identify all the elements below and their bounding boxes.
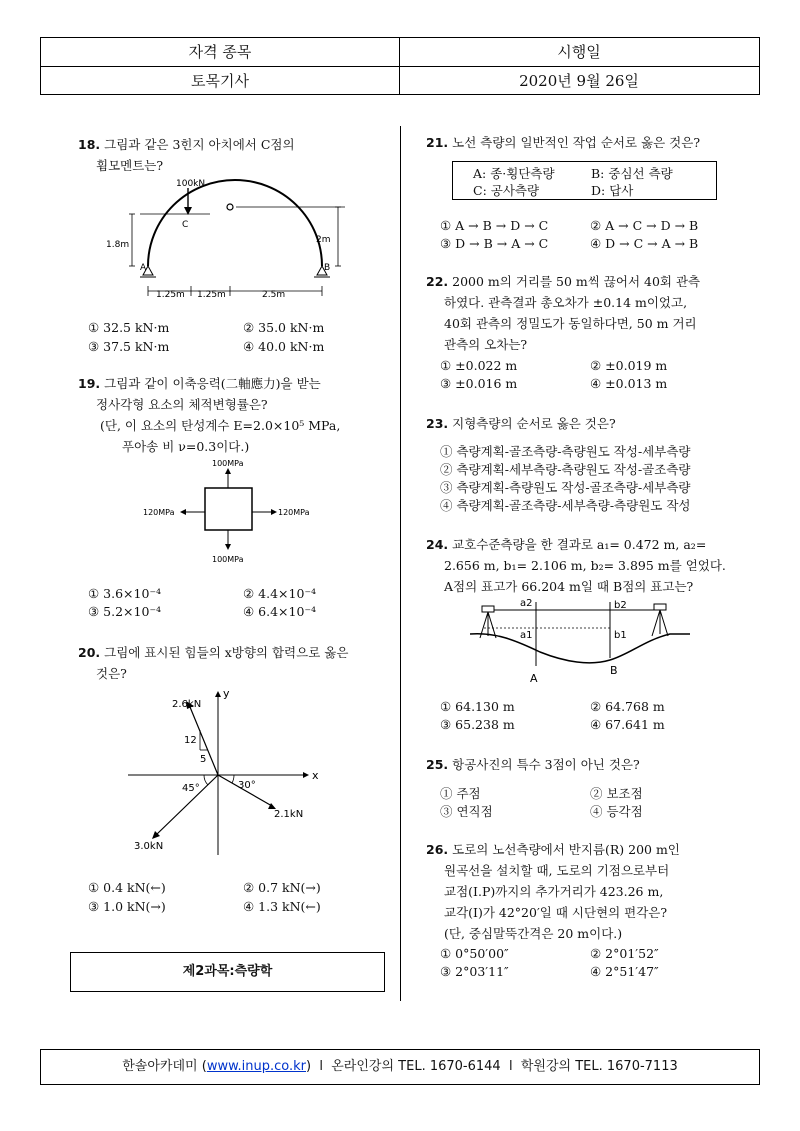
option-1[interactable]: ① 0.4 kN(←): [88, 880, 166, 895]
question-18: [78, 134, 295, 176]
level-instrument-left: [482, 606, 494, 612]
label-ratio-5: 5: [200, 754, 207, 765]
option-2[interactable]: ② 0.7 kN(→): [243, 880, 321, 895]
question-20: [78, 642, 348, 684]
option-2[interactable]: ② 측량계획-세부측량-측량원도 작성-골조측량: [440, 462, 691, 477]
ground-profile: [470, 634, 690, 663]
label-h1: 1.8m: [106, 240, 130, 250]
question-text: 도로의 노선측량에서 반지름(R) 200 m인: [452, 842, 680, 857]
label-point-a: A: [530, 672, 538, 684]
footer-separator: l: [319, 1059, 323, 1074]
option-3[interactable]: ③ 측량계획-측량원도 작성-골조측량-세부측량: [440, 480, 691, 495]
question-text: 교호수준측량을 한 결과로 a₁= 0.472 m, a₂=: [452, 537, 707, 552]
label-y: y: [223, 687, 230, 700]
option-3[interactable]: ③ 연직점: [440, 804, 493, 819]
steps-box: [452, 161, 717, 200]
question-text: 교점(I.P)까지의 추가거리가 423.26 m,: [444, 884, 664, 899]
label-b2: b2: [614, 600, 627, 611]
force-diagram-figure: [120, 685, 330, 855]
header-subject-value: 토목기사: [191, 72, 249, 90]
option-4[interactable]: ④ 등각점: [590, 804, 643, 819]
header-date-label: 시행일: [557, 43, 601, 61]
question-21: [426, 132, 700, 153]
label-left-stress: 120MPa: [143, 508, 175, 517]
option-1[interactable]: ① 32.5 kN·m: [88, 320, 170, 335]
option-2[interactable]: ② 보조점: [590, 786, 643, 801]
section-title: 제2과목:측량학: [182, 964, 273, 979]
question-text: 40회 관측의 정밀도가 동일하다면, 50 m 거리: [444, 316, 697, 331]
question-22: [426, 271, 700, 355]
option-2[interactable]: ② 2°01′52″: [590, 946, 659, 961]
question-text: (단, 이 요소의 탄성계수 E=2.0×10⁵ MPa,: [100, 418, 341, 433]
option-4[interactable]: ④ 1.3 kN(←): [243, 899, 321, 914]
footer: 한솔아카데미 (www.inup.co.kr) l 온라인강의 TEL. 1670-6144 l 학원강의 TEL. 1670-7113: [40, 1049, 760, 1085]
option-3[interactable]: ③ 65.238 m: [440, 717, 515, 732]
question-text: 그림에 표시된 힘들의 x방향의 합력으로 옳은: [104, 645, 349, 660]
label-x: x: [312, 769, 319, 782]
question-text: 푸아송 비 ν=0.3이다.): [122, 439, 250, 454]
question-text: 2.656 m, b₁= 2.106 m, b₂= 3.895 m를 얻었다.: [444, 558, 726, 573]
option-2[interactable]: ② ±0.019 m: [590, 358, 668, 373]
option-1[interactable]: ① 3.6×10⁻⁴: [88, 586, 162, 601]
question-19: [78, 373, 340, 457]
question-number: 24.: [426, 537, 449, 552]
question-text: 관측의 오차는?: [444, 337, 528, 352]
option-1[interactable]: ① 측량계획-골조측량-측량원도 작성-세부측량: [440, 444, 691, 459]
label-point-b: B: [610, 664, 618, 677]
option-2[interactable]: ② 64.768 m: [590, 699, 665, 714]
option-1[interactable]: ① 0°50′00″: [440, 946, 509, 961]
question-number: 26.: [426, 842, 449, 857]
box-item: B: 중심선 측량: [591, 166, 673, 181]
header-table: [40, 37, 760, 95]
header-date-value: 2020년 9월 26일: [519, 72, 639, 90]
box-item: C: 공사측량: [473, 183, 540, 198]
label-d2: 1.25m: [197, 290, 226, 300]
biaxial-stress-figure: [140, 460, 320, 568]
level-instrument-right: [654, 604, 666, 610]
question-number: 21.: [426, 135, 449, 150]
question-text: 2000 m의 거리를 50 m씩 끊어서 40회 관측: [452, 274, 701, 289]
label-f3: 3.0kN: [134, 841, 164, 852]
option-3[interactable]: ③ 1.0 kN(→): [88, 899, 166, 914]
option-1[interactable]: ① 주점: [440, 786, 481, 801]
footer-separator: l: [508, 1059, 513, 1074]
label-top-stress: 100MPa: [212, 460, 244, 468]
question-number: 22.: [426, 274, 449, 289]
header-subject-label: 자격 종목: [188, 43, 252, 61]
question-text: 원곡선을 설치할 때, 도로의 기점으로부터: [444, 863, 670, 878]
option-3[interactable]: ③ D → B → A → C: [440, 236, 549, 251]
question-25: [426, 754, 640, 775]
question-text: 것은?: [96, 666, 127, 681]
label-f2: 2.1kN: [274, 809, 304, 820]
label-f1: 2.6kN: [172, 699, 202, 710]
label-d3: 2.5m: [262, 290, 286, 300]
question-text: 노선 측량의 일반적인 작업 순서로 옳은 것은?: [452, 135, 701, 150]
option-4[interactable]: ④ 2°51′47″: [590, 964, 659, 979]
arch-curve: [148, 180, 322, 266]
option-3[interactable]: ③ ±0.016 m: [440, 376, 518, 391]
label-h2: 2m: [316, 235, 331, 245]
option-1[interactable]: ① A → B → D → C: [440, 218, 549, 233]
label-a: A: [140, 263, 147, 273]
question-text: 교각(I)가 42°20′일 때 시단현의 편각은?: [444, 905, 668, 920]
question-text: 정사각형 요소의 체적변형률은?: [96, 397, 268, 412]
label-angle-30: 30°: [238, 780, 256, 791]
option-3[interactable]: ③ 5.2×10⁻⁴: [88, 604, 162, 619]
column-separator: [400, 126, 401, 1001]
box-item: A: 종·횡단측량: [473, 166, 555, 181]
question-23: [426, 413, 616, 434]
question-number: 20.: [78, 645, 101, 660]
question-number: 25.: [426, 757, 449, 772]
question-number: 19.: [78, 376, 101, 391]
label-b: B: [324, 263, 331, 273]
option-4[interactable]: ④ 6.4×10⁻⁴: [243, 604, 317, 619]
three-hinge-arch-figure: [100, 176, 350, 304]
footer-offline-phone: 학원강의 TEL. 1670-7113: [520, 1059, 678, 1074]
question-number: 18.: [78, 137, 101, 152]
square-element: [205, 488, 252, 530]
option-3[interactable]: ③ 37.5 kN·m: [88, 339, 170, 354]
option-2[interactable]: ② 4.4×10⁻⁴: [243, 586, 317, 601]
label-right-stress: 120MPa: [278, 508, 310, 517]
label-b1: b1: [614, 630, 627, 641]
box-item: D: 답사: [591, 183, 634, 198]
option-4[interactable]: ④ ±0.013 m: [590, 376, 668, 391]
option-4[interactable]: ④ 측량계획-골조측량-세부측량-측량원도 작성: [440, 498, 691, 513]
question-text: A점의 표고가 66.204 m일 때 B점의 표고는?: [444, 579, 694, 594]
label-angle-45: 45°: [182, 783, 200, 794]
option-1[interactable]: ① ±0.022 m: [440, 358, 518, 373]
question-text: 휨모멘트는?: [96, 158, 164, 173]
option-2[interactable]: ② A → C → D → B: [590, 218, 699, 233]
option-4[interactable]: ④ D → C → A → B: [590, 236, 699, 251]
label-a2: a2: [520, 598, 533, 609]
option-2[interactable]: ② 35.0 kN·m: [243, 320, 325, 335]
footer-url-link[interactable]: www.inup.co.kr: [206, 1059, 307, 1074]
question-text: 항공사진의 특수 3점이 아닌 것은?: [452, 757, 640, 772]
label-a1: a1: [520, 630, 533, 641]
option-1[interactable]: ① 64.130 m: [440, 699, 515, 714]
question-text: 그림과 같은 3힌지 아치에서 C점의: [104, 137, 295, 152]
crown-hinge: [227, 204, 233, 210]
label-load: 100kN: [176, 179, 206, 189]
question-24: [426, 534, 726, 597]
footer-online-phone: 온라인강의 TEL. 1670-6144: [331, 1059, 501, 1074]
question-26: [426, 839, 680, 944]
label-ratio-12: 12: [184, 735, 197, 746]
header-divider-h: [41, 66, 759, 67]
option-4[interactable]: ④ 40.0 kN·m: [243, 339, 325, 354]
option-4[interactable]: ④ 67.641 m: [590, 717, 665, 732]
section-title-box: [70, 952, 385, 992]
question-text: 하였다. 관측결과 총오차가 ±0.14 m이었고,: [444, 295, 688, 310]
question-number: 23.: [426, 416, 449, 431]
question-text: 그림과 같이 이축응력(二軸應力)을 받는: [104, 376, 321, 391]
label-c: C: [182, 220, 189, 230]
question-text: (단, 중심말뚝간격은 20 m이다.): [444, 926, 623, 941]
option-3[interactable]: ③ 2°03′11″: [440, 964, 509, 979]
reciprocal-leveling-figure: [470, 594, 690, 684]
label-d1: 1.25m: [156, 290, 185, 300]
question-text: 지형측량의 순서로 옳은 것은?: [452, 416, 616, 431]
label-bottom-stress: 100MPa: [212, 555, 244, 564]
footer-academy: 한솔아카데미: [122, 1059, 198, 1074]
